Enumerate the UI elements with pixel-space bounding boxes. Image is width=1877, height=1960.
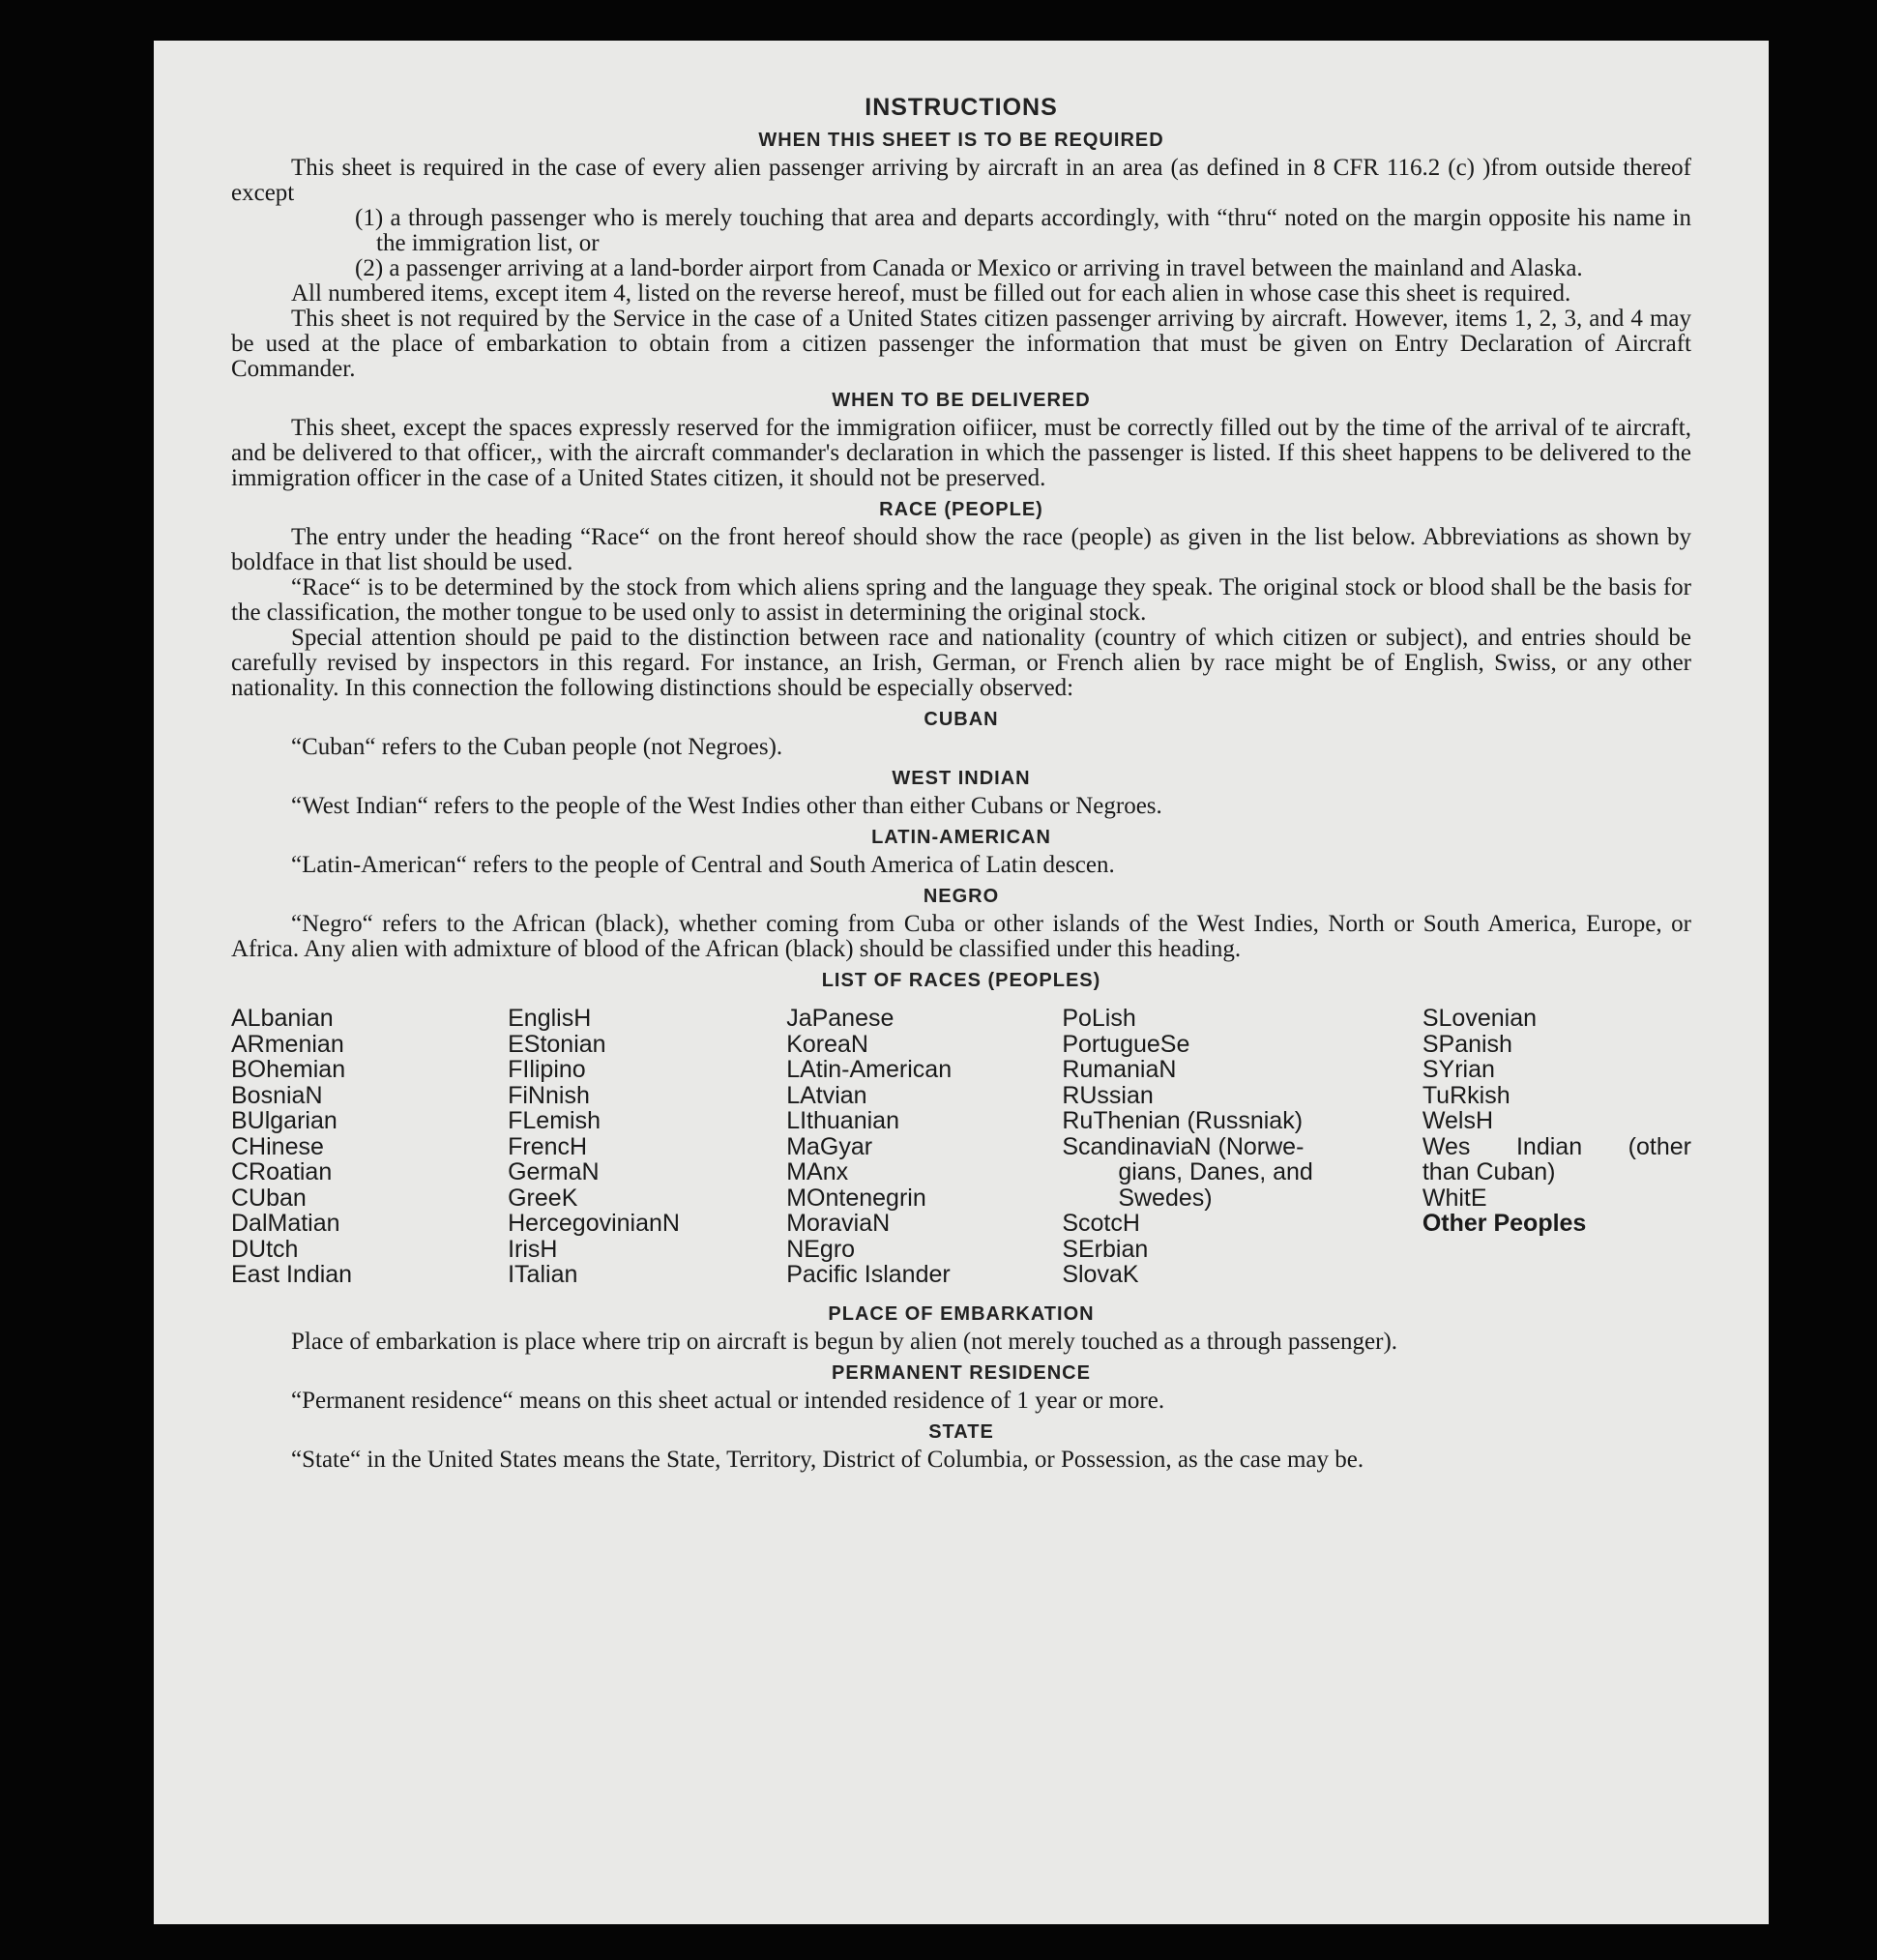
race-entry: SPanish: [1422, 1030, 1512, 1058]
list-item: (2) a passenger arriving at a land-border airport from Canada or Mexico or arriving in travel between the mainland and Alaska.: [355, 255, 1583, 281]
section-heading-races-list: LIST OF RACES (PEOPLES): [821, 970, 1101, 991]
race-entry: IrisH: [508, 1235, 558, 1263]
paragraph: “Cuban“ refers to the Cuban people (not Negroes).: [291, 734, 783, 760]
race-entry: LIthuanian: [786, 1107, 899, 1134]
race-entry: BOhemian: [231, 1056, 346, 1083]
race-entry: MoraviaN: [786, 1210, 891, 1237]
paragraph: The entry under the heading “Race“ on the front hereof should show the race (people) as given in the list below. Abbreviations as shown by boldface in that list should be used.: [231, 524, 1691, 575]
race-entry: SErbian: [1062, 1235, 1149, 1263]
race-entry: GermaN: [508, 1158, 600, 1185]
race-entry: KoreaN: [786, 1030, 868, 1058]
race-entry: Other Peoples: [1422, 1210, 1587, 1237]
race-entry: BUlgarian: [231, 1107, 337, 1134]
paragraph: “Permanent residence“ means on this sheet actual or intended residence of 1 year or more.: [291, 1387, 1165, 1414]
section-heading-residence: PERMANENT RESIDENCE: [832, 1361, 1091, 1384]
race-entry: PoLish: [1062, 1005, 1136, 1032]
paragraph: “West Indian“ refers to the people of the West Indies other than either Cubans or Negroes.: [291, 793, 1162, 819]
race-entry: FiNnish: [508, 1081, 590, 1109]
race-entry: ScotcH: [1062, 1210, 1140, 1237]
race-entry: than Cuban): [1422, 1158, 1556, 1185]
race-entry: HercegovinianN: [508, 1210, 680, 1237]
race-entry: BosniaN: [231, 1081, 323, 1109]
race-entry: SLovenian: [1422, 1005, 1537, 1032]
race-entry: gians, Danes, and: [1118, 1158, 1313, 1185]
race-entry: EnglisH: [508, 1005, 592, 1032]
section-heading-required: WHEN THIS SHEET IS TO BE REQUIRED: [758, 130, 1164, 151]
race-entry: ScandinaviaN (Norwe-: [1062, 1132, 1305, 1160]
section-heading-state: STATE: [928, 1420, 994, 1443]
race-entry: SYrian: [1422, 1056, 1495, 1083]
race-entry: TuRkish: [1422, 1081, 1510, 1109]
race-entry: JaPanese: [786, 1005, 895, 1032]
paragraph: Special attention should pe paid to the distinction between race and nationality (country of which citizen or subject), and entries should be carefully revised by inspectors in this regard. For instance, an Irish, German, or French alien by race might be of English, Swiss, or any other nationality. In this connection the following distinctions should be especially observed:: [231, 625, 1691, 701]
race-entry: LAtvian: [786, 1081, 867, 1109]
paragraph: This sheet is required in the case of every alien passenger arriving by aircraft in an area (as defined in 8 CFR 116.2 (c) )from outside thereof except: [231, 155, 1691, 206]
races-column-5: [1422, 1006, 1691, 1288]
section-heading-race: RACE (PEOPLE): [879, 499, 1043, 520]
paragraph: All numbered items, except item 4, listed on the reverse hereof, must be filled out for each alien in whose case this sheet is required.: [291, 280, 1571, 307]
section-heading-latin-american: LATIN-AMERICAN: [871, 827, 1051, 848]
race-entry: FIlipino: [508, 1056, 586, 1083]
paragraph: Place of embarkation is place where trip on aircraft is begun by alien (not merely touched as a through passenger).: [291, 1328, 1398, 1355]
races-column-3: [786, 1006, 1062, 1288]
race-entry: ALbanian: [231, 1005, 334, 1032]
race-entry: FrencH: [508, 1132, 588, 1160]
race-entry: MAnx: [786, 1158, 849, 1185]
paragraph: “Race“ is to be determined by the stock from which aliens spring and the language they speak. The original stock or blood shall be the basis for the classification, the mother tongue to be used only to assist in determining the original stock.: [231, 574, 1691, 626]
races-column-2: [508, 1006, 786, 1288]
paragraph: “Latin-American“ refers to the people of Central and South America of Latin descen.: [291, 852, 1115, 878]
section-heading-negro: NEGRO: [923, 886, 1000, 907]
race-entry: East Indian: [231, 1261, 353, 1288]
races-column-1: [231, 1006, 508, 1288]
races-list: [231, 1006, 1691, 1288]
race-entry: WhitE: [1422, 1184, 1487, 1212]
race-entry: ARmenian: [231, 1030, 344, 1058]
section-heading-embarkation: PLACE OF EMBARKATION: [828, 1302, 1095, 1325]
list-item: (1) a through passenger who is merely touching that area and departs accordingly, with “thru“ noted on the margin opposite his name in the immigration list, or: [355, 205, 1691, 256]
race-entry: GreeK: [508, 1184, 578, 1212]
race-entry: MaGyar: [786, 1132, 873, 1160]
race-entry: LAtin-American: [786, 1056, 953, 1083]
race-entry: RumaniaN: [1062, 1056, 1177, 1083]
section-heading-west-indian: WEST INDIAN: [892, 768, 1031, 789]
race-entry: RUssian: [1062, 1081, 1154, 1109]
paragraph: “Negro“ refers to the African (black), whether coming from Cuba or other islands of the West Indies, North or South America, Europe, or Africa. Any alien with admixture of blood of the African (black) should be classified under this heading.: [231, 911, 1691, 962]
race-entry: DUtch: [231, 1235, 299, 1263]
section-heading-delivered: WHEN TO BE DELIVERED: [832, 390, 1091, 411]
race-entry: WelsH: [1422, 1107, 1494, 1134]
race-entry: CRoatian: [231, 1158, 333, 1185]
races-column-4: [1062, 1006, 1422, 1288]
race-entry: MOntenegrin: [786, 1184, 926, 1212]
document-page: [154, 41, 1769, 1924]
race-entry: NEgro: [786, 1235, 856, 1263]
race-entry: Swedes): [1118, 1184, 1213, 1212]
race-entry: CUban: [231, 1184, 307, 1212]
race-entry: CHinese: [231, 1132, 324, 1160]
paragraph: “State“ in the United States means the State, Territory, District of Columbia, or Possession, as the case may be.: [291, 1446, 1364, 1473]
race-entry: PortugueSe: [1062, 1030, 1190, 1058]
race-entry: Wes Indian (other: [1422, 1132, 1691, 1160]
race-entry: ITalian: [508, 1261, 578, 1288]
race-entry: DalMatian: [231, 1210, 340, 1237]
race-entry: FLemish: [508, 1107, 601, 1134]
page-title: INSTRUCTIONS: [865, 94, 1058, 121]
race-entry: Pacific Islander: [786, 1261, 951, 1288]
section-heading-cuban: CUBAN: [924, 709, 999, 730]
race-entry: RuThenian (Russniak): [1062, 1107, 1304, 1134]
paragraph: This sheet, except the spaces expressly reserved for the immigration oifiicer, must be correctly filled out by the time of the arrival of te aircraft, and be delivered to that officer,, with the aircraft commander's declaration in which the passenger is listed. If this sheet happens to be delivered to the immigration officer in the case of a United States citizen, it should not be preserved.: [231, 415, 1691, 491]
race-entry: EStonian: [508, 1030, 606, 1058]
race-entry: SlovaK: [1062, 1261, 1139, 1288]
paragraph: This sheet is not required by the Service in the case of a United States citizen passenger arriving by aircraft. However, items 1, 2, 3, and 4 may be used at the place of embarkation to obtain from a citizen passenger the information that must be given on Entry Declaration of Aircraft Commander.: [231, 306, 1691, 382]
